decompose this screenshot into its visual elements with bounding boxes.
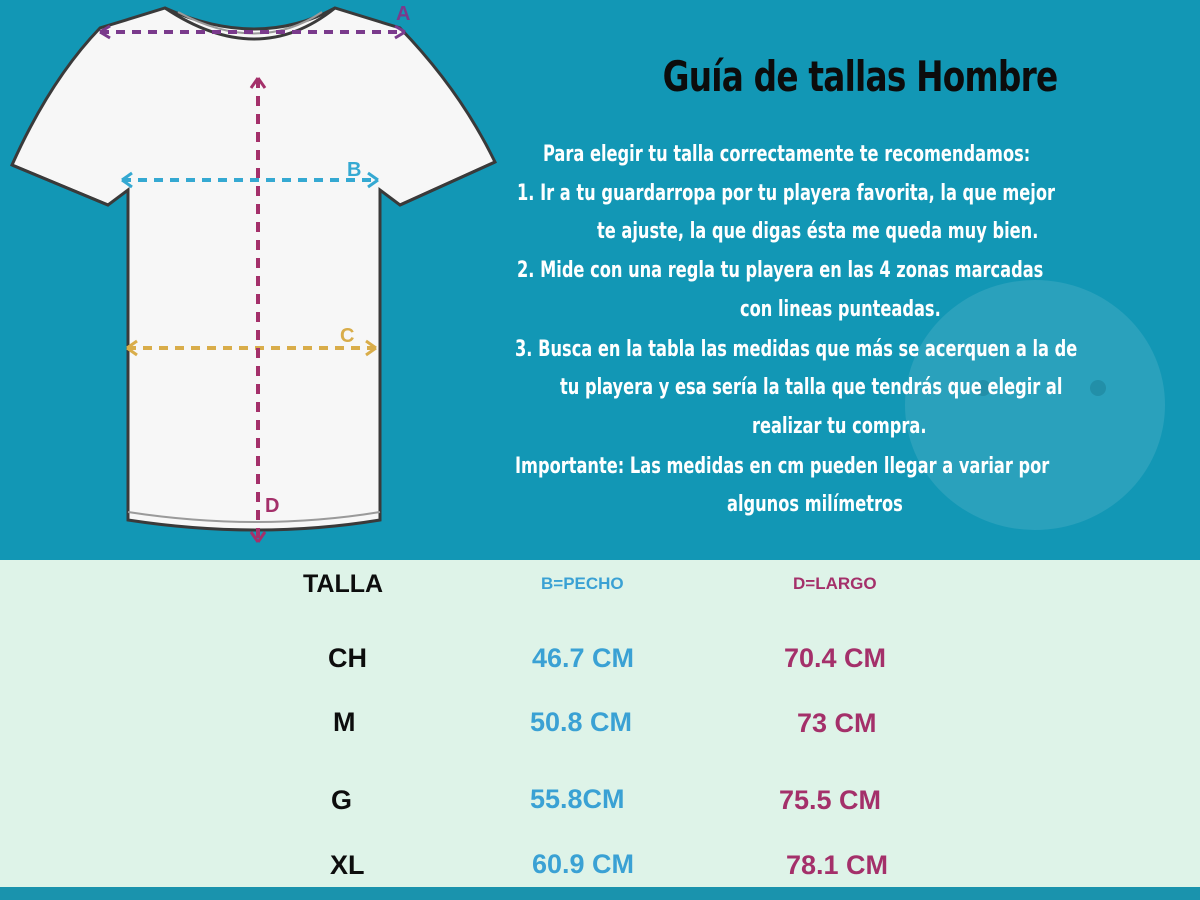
mascot-watermark bbox=[905, 280, 1165, 530]
header-chest: B=PECHO bbox=[541, 574, 624, 593]
step-1-line-2: te ajuste, la que digas ésta me queda muy bien. bbox=[597, 219, 1039, 244]
header-length: D=LARGO bbox=[793, 574, 877, 593]
marker-a-label: A bbox=[396, 3, 411, 25]
step-2-line-1: 2. Mide con una regla tu playera en las 4 zonas marcadas bbox=[517, 258, 1044, 283]
page-title: Guía de tallas Hombre bbox=[662, 52, 1058, 101]
length-xl: 78.1 CM bbox=[786, 850, 889, 880]
step-3-line-3: realizar tu compra. bbox=[752, 414, 927, 439]
intro-text: Para elegir tu talla correctamente te recomendamos: bbox=[543, 142, 1031, 167]
chest-m: 50.8 CM bbox=[530, 707, 633, 737]
length-ch: 70.4 CM bbox=[784, 643, 887, 673]
marker-d-label: D bbox=[265, 495, 280, 517]
length-m: 73 CM bbox=[797, 708, 877, 738]
marker-b-label: B bbox=[347, 159, 362, 181]
header-size: TALLA bbox=[303, 570, 384, 598]
length-g: 75.5 CM bbox=[779, 785, 882, 815]
note-line-1: Importante: Las medidas en cm pueden llegar a variar por bbox=[515, 454, 1050, 479]
step-3-line-1: 3. Busca en la tabla las medidas que más se acerquen a la de bbox=[515, 337, 1078, 362]
step-1-line-1: 1. Ir a tu guardarropa por tu playera favorita, la que mejor bbox=[517, 181, 1056, 206]
step-3-line-2: tu playera y esa sería la talla que tendrás que elegir al bbox=[560, 375, 1063, 400]
step-2-line-2: con lineas punteadas. bbox=[740, 297, 941, 322]
footer-bar bbox=[0, 887, 1200, 900]
chest-g: 55.8CM bbox=[530, 784, 625, 814]
size-ch: CH bbox=[328, 643, 367, 673]
mascot-eye-right bbox=[1090, 380, 1106, 396]
chest-ch: 46.7 CM bbox=[532, 643, 635, 673]
size-table bbox=[0, 560, 1200, 887]
chest-xl: 60.9 CM bbox=[532, 849, 635, 879]
size-xl: XL bbox=[330, 850, 365, 880]
marker-c-label: C bbox=[340, 325, 355, 347]
tshirt-diagram bbox=[0, 0, 520, 560]
size-g: G bbox=[331, 785, 353, 815]
note-line-2: algunos milímetros bbox=[727, 492, 903, 517]
size-m: M bbox=[333, 707, 356, 737]
